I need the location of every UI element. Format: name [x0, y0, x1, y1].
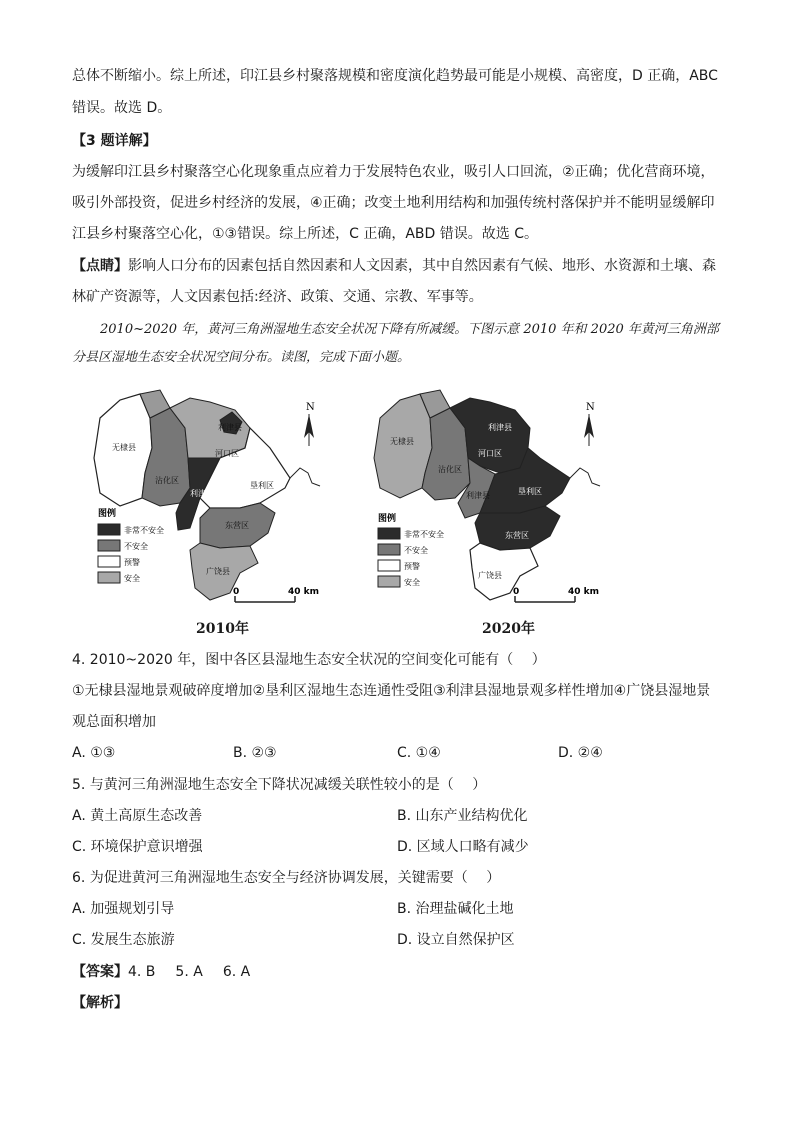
detail3-line1: 为缓解印江县乡村聚落空心化现象重点应着力于发展特色农业，吸引人口回流，②正确；优化营商环境， — [72, 164, 715, 180]
legend-2020-0: 非常不安全 — [404, 530, 444, 539]
label-2010-6: 东营区 — [225, 521, 249, 530]
q4-option-c[interactable]: C. ①④ — [397, 745, 441, 761]
legend-swatch-2010-3 — [98, 572, 120, 583]
label-2010-0: 无棣县 — [112, 443, 136, 452]
map-2010 — [94, 390, 320, 602]
coast-2020 — [570, 468, 600, 486]
intro-line1: 2010~2020 年，黄河三角洲湿地生态安全状况下降有所减缓。下图示意 2010 年和 2020 年黄河三角洲部 — [100, 322, 719, 337]
label-2020-4: 利津县 — [466, 491, 490, 500]
map-title-2010: 2010年 — [196, 621, 249, 637]
detail3-line3: 江县乡村聚落空心化，①③错误。综上所述，C 正确，ABD 错误。故选 C。 — [72, 226, 538, 242]
label-2020-0: 无棣县 — [390, 437, 414, 446]
region-2020-dongying — [475, 506, 560, 550]
q6-option-b[interactable]: B. 治理盐碱化土地 — [397, 901, 514, 917]
scale-2010-1: 40 km — [288, 587, 320, 597]
legend-title-2010: 图例 — [98, 509, 117, 519]
legend-2010-3: 安全 — [124, 574, 140, 583]
para1-line1: 总体不断缩小。综上所述，印江县乡村聚落规模和密度演化趋势最可能是小规模、高密度，D 正确，ABC — [72, 68, 718, 84]
point-line2: 林矿产资源等，人文因素包括:经济、政策、交通、宗教、军事等。 — [72, 289, 483, 305]
analysis-heading: 【解析】 — [72, 995, 128, 1011]
q5-option-c[interactable]: C. 环境保护意识增强 — [72, 839, 203, 855]
answer-4: 4. B — [128, 964, 156, 980]
q6-option-c[interactable]: C. 发展生态旅游 — [72, 932, 175, 948]
label-2010-5: 垦利区 — [250, 481, 274, 490]
q4-line1: ①无棣县湿地景观破碎度增加②垦利区湿地生态连通性受阻③利津县湿地景观多样性增加④广饶县湿地景 — [72, 683, 711, 699]
q6-option-d[interactable]: D. 设立自然保护区 — [397, 932, 515, 948]
q5-option-b[interactable]: B. 山东产业结构优化 — [397, 808, 528, 824]
figure — [90, 388, 690, 637]
label-2020-2: 河口区 — [478, 449, 502, 458]
detail3-heading: 【3 题详解】 — [72, 133, 157, 149]
point-text1: 影响人口分布的因素包括自然因素和人文因素，其中自然因素有气候、地形、水资源和土壤、森 — [128, 258, 716, 274]
north-arrow-2010-icon — [304, 402, 315, 446]
detail3-line2: 吸引外部投资，促进乡村经济的发展，④正确；改变土地利用结构和加强传统村落保护并不能明显缓解印 — [72, 195, 715, 211]
para1-line2: 错误。故选 D。 — [72, 100, 172, 116]
point-tag: 【点睛】 — [72, 258, 128, 274]
intro-line2: 分县区湿地生态安全状况空间分布。读图，完成下面小题。 — [72, 350, 411, 365]
north-2010: N — [306, 402, 315, 413]
answer-6: 6. A — [222, 964, 251, 980]
q6-stem: 6. 为促进黄河三角洲湿地生态安全与经济协调发展，关键需要（ ） — [72, 870, 501, 886]
label-2020-3: 利津县 — [488, 423, 512, 432]
q4-line2: 观总面积增加 — [72, 714, 156, 730]
q5-option-d[interactable]: D. 区域人口略有减少 — [397, 839, 529, 855]
answer-5: 5. A — [175, 964, 203, 980]
q5-option-a[interactable]: A. 黄土高原生态改善 — [72, 808, 203, 824]
legend-swatch-2010-1 — [98, 540, 120, 551]
label-2010-7: 广饶县 — [206, 567, 230, 576]
answer-line — [72, 962, 250, 982]
legend-swatch-2010-0 — [98, 524, 120, 535]
q4-option-b[interactable]: B. ②③ — [233, 745, 277, 761]
q4-option-a[interactable]: A. ①③ — [72, 745, 116, 761]
maps-svg — [90, 388, 690, 628]
north-arrow-2020-icon — [584, 402, 595, 446]
q4-stem: 4. 2010~2020 年，图中各区县湿地生态安全状况的空间变化可能有（ ） — [72, 652, 546, 668]
map-2020 — [374, 390, 600, 602]
label-2010-1: 沾化区 — [155, 476, 179, 485]
label-2010-4: 利津县 — [190, 489, 214, 498]
legend-2010-2: 预警 — [124, 558, 140, 567]
legend-swatch-2020-0 — [378, 528, 400, 539]
legend-swatch-2020-1 — [378, 544, 400, 555]
label-2020-7: 广饶县 — [478, 571, 502, 580]
legend-2010-1: 不安全 — [124, 542, 148, 551]
label-2020-5: 垦利区 — [518, 487, 542, 496]
answer-tag: 【答案】 — [72, 964, 128, 980]
legend-2020-1: 不安全 — [404, 546, 428, 555]
label-2020-6: 东营区 — [505, 531, 529, 540]
legend-swatch-2010-2 — [98, 556, 120, 567]
label-2020-1: 沾化区 — [438, 465, 462, 474]
q4-option-d[interactable]: D. ②④ — [558, 745, 603, 761]
legend-swatch-2020-3 — [378, 576, 400, 587]
label-2010-3: 河口区 — [215, 449, 239, 458]
point-line1 — [72, 256, 716, 276]
map-title-2020: 2020年 — [482, 621, 535, 637]
north-2020: N — [586, 402, 595, 413]
legend-title-2020: 图例 — [378, 514, 397, 524]
q6-option-a[interactable]: A. 加强规划引导 — [72, 901, 175, 917]
legend-swatch-2020-2 — [378, 560, 400, 571]
q5-stem: 5. 与黄河三角洲湿地生态安全下降状况减缓关联性较小的是（ ） — [72, 777, 487, 793]
coast-2010 — [290, 468, 320, 486]
legend-2010-0: 非常不安全 — [124, 526, 164, 535]
legend-2020-2: 预警 — [404, 562, 420, 571]
scale-2020-0: 0 — [513, 587, 520, 597]
scale-2020-1: 40 km — [568, 587, 600, 597]
label-2010-2: 利津县 — [218, 423, 242, 432]
scale-2010-0: 0 — [233, 587, 240, 597]
legend-2020-3: 安全 — [404, 578, 420, 587]
